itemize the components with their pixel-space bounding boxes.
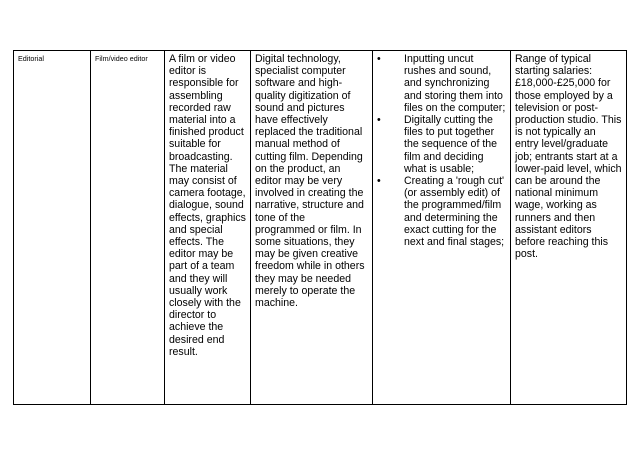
list-item [377, 53, 506, 114]
tasks-cell [373, 51, 511, 405]
table-row [14, 51, 627, 405]
category-cell: Editorial [14, 51, 91, 405]
salary-cell: Range of typical starting salaries: £18,000-£25,000 for those employed by a television or post-production studio. This is not typically an entry level/graduate job; entrants start at a lower-paid level, which can be around the national minimum wage, working as runners and then assistant editors before reaching this post. [511, 51, 627, 405]
list-item [377, 114, 506, 175]
job-roles-table [13, 50, 627, 405]
bullet-icon: • [377, 53, 381, 65]
technology-cell: Digital technology, specialist computer software and high-quality digitization of sound and pictures have effectively replaced the traditional manual method of cutting film. Depending on the product, an editor may be very involved in creating the narrative, structure and tone of the programmed or film. In some situations, they may be given creative freedom while in others they may be needed merely to operate the machine. [251, 51, 373, 405]
role-cell: Film/video editor [91, 51, 165, 405]
description-cell: A film or video editor is responsible for assembling recorded raw material into a finished product suitable for broadcasting. The material may consist of camera footage, dialogue, sound effects, graphics and special effects. The editor may be part of a team and they will usually work closely with the director to achieve the desired end result. [165, 51, 251, 405]
list-item [377, 175, 506, 248]
tasks-list [377, 53, 506, 248]
bullet-icon: • [377, 175, 381, 188]
task-text: Creating a 'rough cut' (or assembly edit) of the programmed/film and determining the exact cutting for the next and final stages; [404, 175, 505, 249]
task-text: Inputting uncut rushes and sound, and synchronizing and storing them into files on the computer; [404, 53, 506, 114]
bullet-icon: • [377, 114, 381, 127]
task-text: Digitally cutting the files to put together the sequence of the film and deciding what is usable; [404, 114, 498, 175]
